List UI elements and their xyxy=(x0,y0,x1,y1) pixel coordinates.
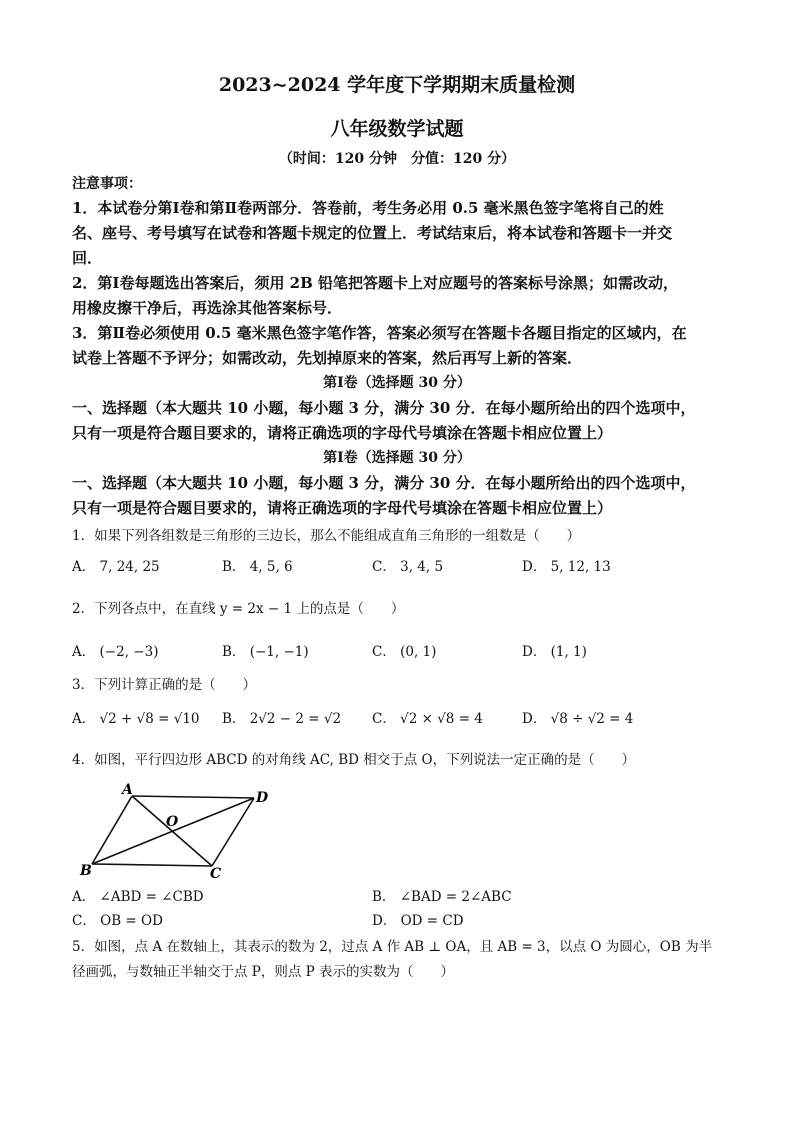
vertex-label-d: D xyxy=(256,790,269,806)
section-1-instruction-line-2: 只有一项是符合题目要求的，请将正确选项的字母代号填涂在答题卡相应位置上） xyxy=(72,424,613,442)
question-4-option-c: C． OB = OD xyxy=(72,913,163,929)
question-5-line-1: 5．如图，点 A 在数轴上，其表示的数为 2，过点 A 作 AB ⊥ OA，且 AB = 3，以点 O 为圆心，OB 为半 xyxy=(72,939,713,955)
section-2-heading: 第Ⅰ卷（选择题 30 分） xyxy=(323,450,471,466)
question-1-stem: 1．如果下列各组数是三角形的三边长，那么不能组成直角三角形的一组数是（ ） xyxy=(72,528,581,544)
note-3-line-1: 3．第Ⅱ卷必须使用 0.5 毫米黑色签字笔作答，答案必须写在答题卡各题目指定的区域内，在 xyxy=(72,324,687,342)
question-3-option-b: B． 2√2 − 2 = √2 xyxy=(222,711,342,727)
question-2-option-a: A． (−2, −3) xyxy=(72,644,159,660)
section-2-instruction-line-1: 一、选择题（本大题共 10 小题，每小题 3 分，满分 30 分．在每小题所给出的四个选项中， xyxy=(72,474,696,492)
question-1-option-d: D． 5, 12, 13 xyxy=(522,559,611,575)
question-3-option-a: A． √2 + √8 = √10 xyxy=(72,711,200,727)
note-1-line-1: 1．本试卷分第Ⅰ卷和第Ⅱ卷两部分．答卷前，考生务必用 0.5 毫米黑色签字笔将自己的姓 xyxy=(72,199,664,217)
question-2-stem: 2．下列各点中，在直线 y = 2x − 1 上的点是（ ） xyxy=(72,601,405,617)
note-2-line-2: 用橡皮擦干净后，再选涂其他答案标号． xyxy=(72,299,343,317)
note-3-line-2: 试卷上答题不予评分；如需改动，先划掉原来的答案，然后再写上新的答案． xyxy=(72,349,583,367)
side-bc xyxy=(92,864,212,866)
question-1-option-b: B． 4, 5, 6 xyxy=(222,559,293,575)
exam-subtitle: 八年级数学试题 xyxy=(330,118,464,140)
section-1-instruction-line-1: 一、选择题（本大题共 10 小题，每小题 3 分，满分 30 分．在每小题所给出的四个选项中， xyxy=(72,399,696,417)
side-ad xyxy=(132,796,254,798)
question-4-option-a: A． ∠ABD = ∠CBD xyxy=(72,889,204,905)
question-2-option-c: C． (0, 1) xyxy=(372,644,437,660)
exam-info: （时间：120 分钟 分值：120 分） xyxy=(278,151,516,167)
question-4-stem: 4．如图，平行四边形 ABCD 的对角线 AC, BD 相交于点 O，下列说法一定正确的是（ ） xyxy=(72,752,636,768)
note-1-line-3: 回． xyxy=(72,249,103,267)
vertex-label-c: C xyxy=(210,866,222,880)
question-2-option-d: D． (1, 1) xyxy=(522,644,587,660)
diagonal-bd xyxy=(92,798,254,864)
question-3-option-c: C． √2 × √8 = 4 xyxy=(372,711,483,727)
note-1-line-2: 名、座号、考号填写在试卷和答题卡规定的位置上．考试结束后，将本试卷和答题卡一并交 xyxy=(72,224,673,242)
question-1-option-c: C． 3, 4, 5 xyxy=(372,559,444,575)
section-1-heading: 第Ⅰ卷（选择题 30 分） xyxy=(323,375,471,391)
side-ab xyxy=(92,796,132,864)
question-3-option-d: D． √8 ÷ √2 = 4 xyxy=(522,711,634,727)
vertex-label-b: B xyxy=(80,863,92,879)
section-2-instruction-line-2: 只有一项是符合题目要求的，请将正确选项的字母代号填涂在答题卡相应位置上） xyxy=(72,499,613,517)
parallelogram-figure xyxy=(74,780,274,880)
exam-title: 2023~2024 学年度下学期期末质量检测 xyxy=(218,74,576,96)
question-5-line-2: 径画弧，与数轴正半轴交于点 P，则点 P 表示的实数为（ ） xyxy=(72,964,455,980)
question-3-stem: 3．下列计算正确的是（ ） xyxy=(72,677,257,693)
vertex-label-a: A xyxy=(122,782,133,798)
question-4-option-b: B． ∠BAD = 2∠ABC xyxy=(372,889,512,905)
question-1-option-a: A． 7, 24, 25 xyxy=(72,559,160,575)
notes-heading: 注意事项： xyxy=(72,176,142,192)
question-2-option-b: B． (−1, −1) xyxy=(222,644,309,660)
question-4-option-d: D． OD = CD xyxy=(372,913,464,929)
center-label-o: O xyxy=(166,814,179,830)
note-2-line-1: 2．第Ⅰ卷每题选出答案后，须用 2B 铅笔把答题卡上对应题号的答案标号涂黑；如需改动， xyxy=(72,274,679,292)
side-cd xyxy=(212,798,254,866)
